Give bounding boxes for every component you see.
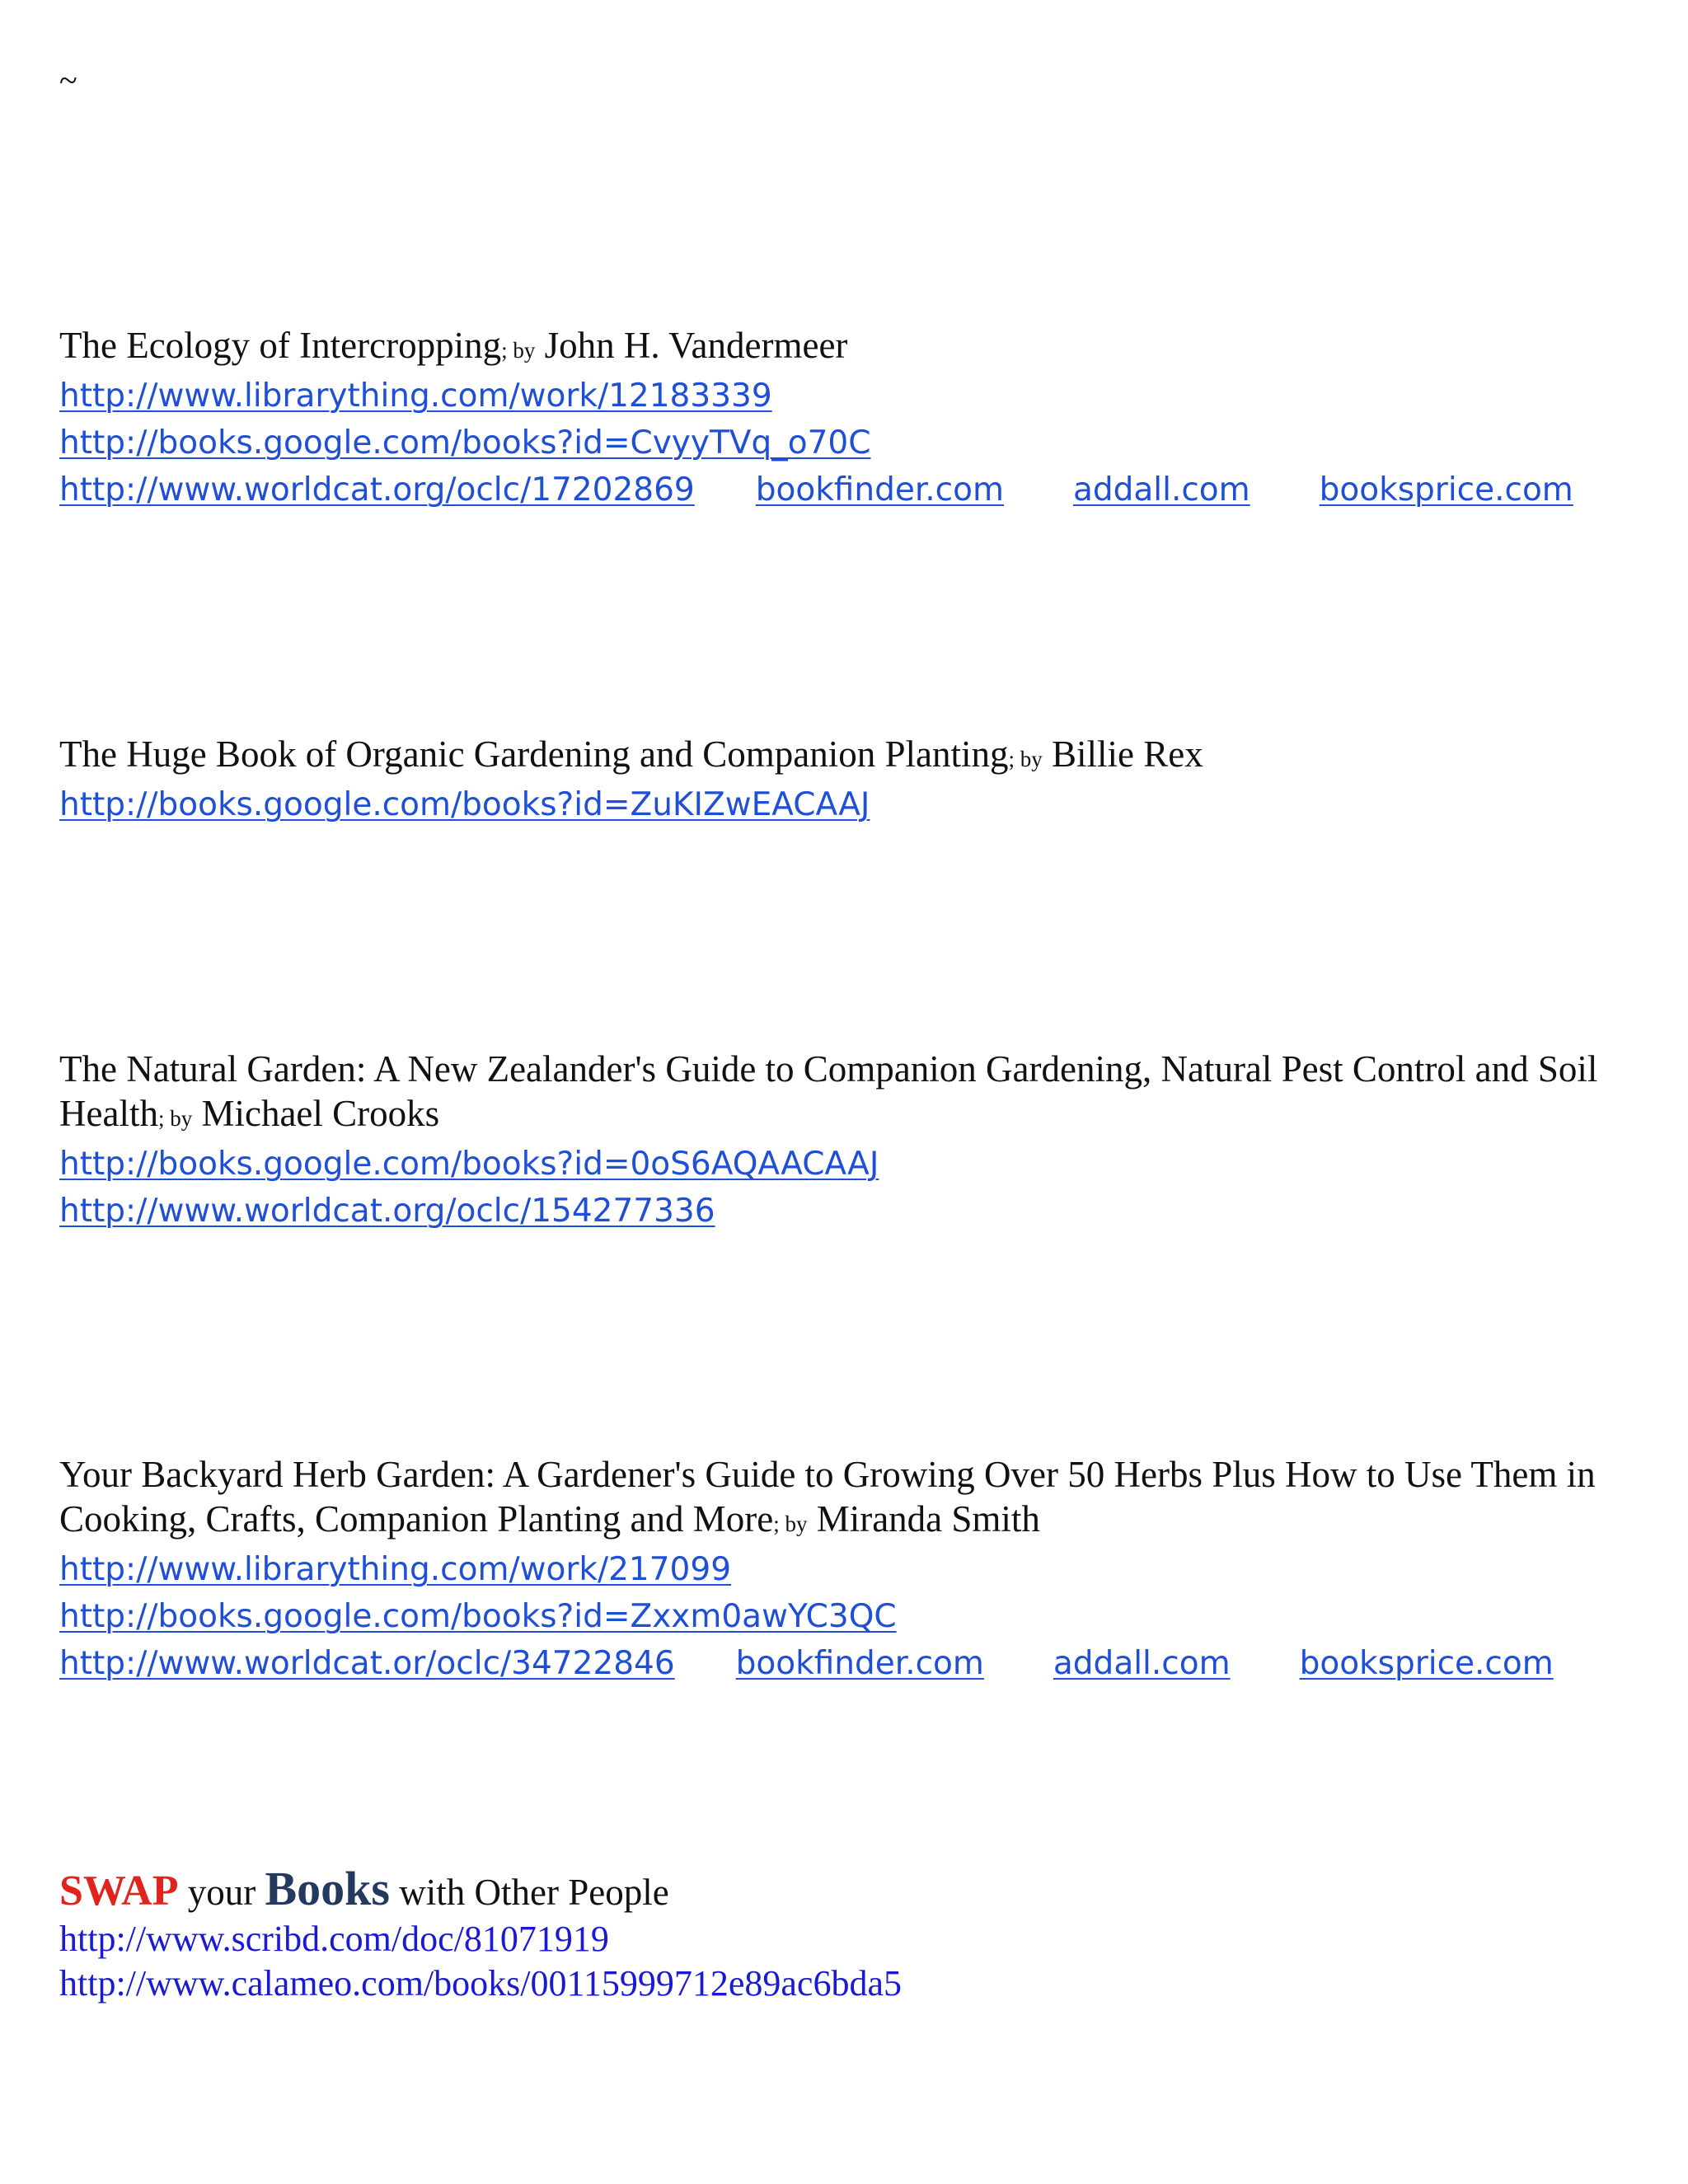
book-title-line: [59, 323, 1658, 373]
worldcat-link[interactable]: http://www.worldcat.org/oclc/154277336: [59, 1193, 715, 1230]
google-books-link[interactable]: http://books.google.com/books?id=CvyyTVq_o70C: [59, 424, 871, 462]
book-author: John H. Vandermeer: [544, 325, 848, 366]
bookfinder-link[interactable]: bookfinder.com: [735, 1645, 984, 1682]
book-entry-natural-garden: [59, 1047, 1658, 1235]
librarything-link[interactable]: http://www.librarything.com/work/12183339: [59, 377, 772, 415]
link-row: [59, 1141, 1658, 1188]
book-title-line: [59, 732, 1658, 781]
book-title: The Natural Garden: A New Zealander's Guide to Companion Gardening, Natural Pest Control and Soil Health: [59, 1048, 1598, 1134]
link-row: [59, 373, 1658, 419]
book-title: The Huge Book of Organic Gardening and Companion Planting: [59, 733, 1009, 775]
book-title-line: [59, 1047, 1658, 1141]
book-entry-intercropping: [59, 323, 1658, 513]
worldcat-link[interactable]: http://www.worldcat.org/oclc/17202869: [59, 471, 695, 509]
addall-link[interactable]: addall.com: [1053, 1645, 1231, 1682]
swap-rest-text: with Other People: [399, 1872, 669, 1913]
link-row: [59, 1593, 1658, 1640]
book-title: The Ecology of Intercropping: [59, 325, 502, 366]
book-entry-huge-book: [59, 732, 1658, 828]
by-label: ; by: [501, 338, 536, 363]
link-row: [59, 466, 1658, 513]
link-row: [59, 1546, 1658, 1593]
google-books-link[interactable]: http://books.google.com/books?id=Zxxm0awYC3QC: [59, 1598, 897, 1635]
book-title-line: [59, 1452, 1658, 1546]
link-row: [59, 419, 1658, 466]
book-author: Miranda Smith: [816, 1498, 1040, 1540]
calameo-link[interactable]: http://www.calameo.com/books/00115999712e89ac6bda5: [59, 1963, 902, 2004]
book-entry-herb-garden: [59, 1452, 1658, 1687]
librarything-link[interactable]: http://www.librarything.com/work/217099: [59, 1551, 732, 1588]
link-row: [59, 781, 1658, 828]
by-label: ; by: [1008, 747, 1043, 771]
addall-link[interactable]: addall.com: [1072, 471, 1250, 509]
your-word: your: [187, 1872, 256, 1913]
books-word: Books: [265, 1862, 390, 1915]
booksprice-link[interactable]: booksprice.com: [1319, 471, 1573, 509]
book-title: Your Backyard Herb Garden: A Gardener's Guide to Growing Over 50 Herbs Plus How to Use Them in Cooking, Crafts, Companion Planting and More: [59, 1454, 1596, 1540]
by-label: ; by: [773, 1511, 808, 1536]
scribd-link[interactable]: http://www.scribd.com/doc/81071919: [59, 1919, 609, 1959]
link-row: [59, 1640, 1658, 1687]
book-author: Billie Rex: [1051, 733, 1203, 775]
worldcat-link[interactable]: http://www.worldcat.or/oclc/34722846: [59, 1645, 675, 1682]
link-row: [59, 1188, 1658, 1235]
google-books-link[interactable]: http://books.google.com/books?id=ZuKIZwEACAAJ: [59, 786, 870, 823]
tilde-mark: ~: [59, 62, 77, 99]
swap-word: SWAP: [59, 1868, 179, 1915]
swap-section: [59, 1864, 1658, 2006]
google-books-link[interactable]: http://books.google.com/books?id=0oS6AQAACAAJ: [59, 1146, 879, 1183]
bookfinder-link[interactable]: bookfinder.com: [755, 471, 1004, 509]
book-author: Michael Crooks: [201, 1093, 440, 1134]
by-label: ; by: [157, 1106, 193, 1131]
swap-heading: [59, 1864, 1658, 1917]
booksprice-link[interactable]: booksprice.com: [1299, 1645, 1554, 1682]
